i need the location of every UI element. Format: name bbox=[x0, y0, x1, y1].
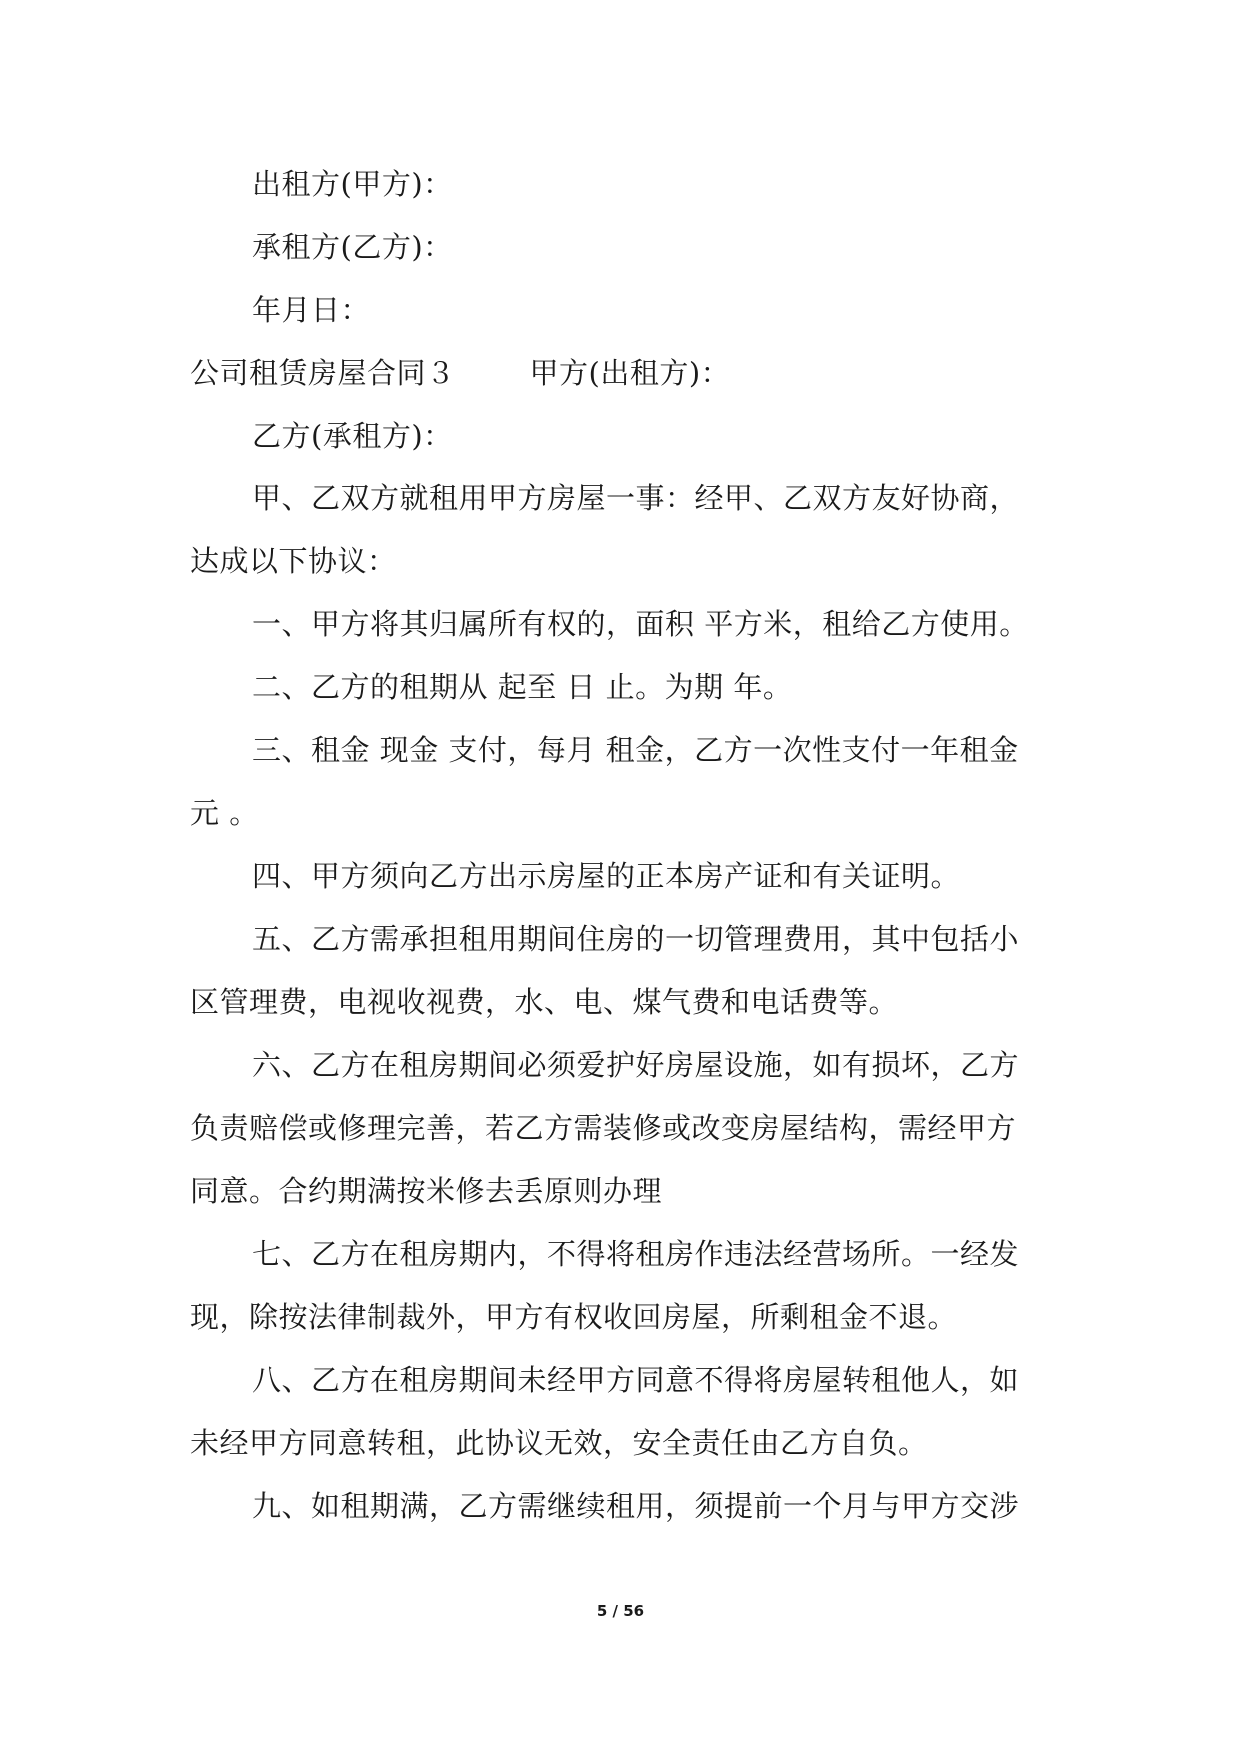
clause-1: 一、甲方将其归属所有权的，面积 平方米，租给乙方使用。 bbox=[252, 607, 1029, 641]
date-line: 年月日： bbox=[252, 293, 371, 327]
party-b-lessee-label: 乙方(承租方)： bbox=[252, 419, 453, 453]
clause-7-line-2: 现，除按法律制裁外，甲方有权收回房屋，所剩租金不退。 bbox=[190, 1300, 958, 1334]
contract-title: 公司租赁房屋合同３ bbox=[190, 356, 456, 390]
paragraph-intro-line-1: 甲、乙双方就租用甲方房屋一事：经甲、乙双方友好协商， bbox=[252, 481, 1020, 515]
clause-2: 二、乙方的租期从 起至 日 止。为期 年。 bbox=[252, 670, 793, 704]
paragraph-intro-line-2: 达成以下协议： bbox=[190, 544, 397, 578]
clause-6-line-2: 负责赔偿或修理完善，若乙方需装修或改变房屋结构，需经甲方 bbox=[190, 1111, 1017, 1145]
clause-9-line-1: 九、如租期满，乙方需继续租用，须提前一个月与甲方交涉 bbox=[252, 1489, 1020, 1523]
clause-3-line-2: 元 。 bbox=[190, 796, 259, 830]
party-a-lessor-label: 甲方(出租方)： bbox=[529, 356, 731, 390]
clause-8-line-1: 八、乙方在租房期间未经甲方同意不得将房屋转租他人，如 bbox=[252, 1363, 1020, 1397]
clause-6-line-3: 同意。合约期满按米修去丢原则办理 bbox=[190, 1174, 663, 1208]
clause-8-line-2: 未经甲方同意转租，此协议无效，安全责任由乙方自负。 bbox=[190, 1426, 928, 1460]
clause-4: 四、甲方须向乙方出示房屋的正本房产证和有关证明。 bbox=[252, 859, 961, 893]
lessor-party-a-line: 出租方(甲方)： bbox=[252, 167, 453, 201]
page-number: 5 / 56 bbox=[596, 1602, 645, 1620]
clause-5-line-1: 五、乙方需承担租用期间住房的一切管理费用，其中包括小 bbox=[252, 922, 1020, 956]
contract-title-line bbox=[190, 353, 730, 393]
clause-6-line-1: 六、乙方在租房期间必须爱护好房屋设施，如有损坏，乙方 bbox=[252, 1048, 1020, 1082]
clause-3-line-1: 三、租金 现金 支付，每月 租金，乙方一次性支付一年租金 bbox=[252, 733, 1019, 767]
clause-7-line-1: 七、乙方在租房期内，不得将租房作违法经营场所。一经发 bbox=[252, 1237, 1020, 1271]
lessee-party-b-line: 承租方(乙方)： bbox=[252, 230, 453, 264]
clause-5-line-2: 区管理费，电视收视费，水、电、煤气费和电话费等。 bbox=[190, 985, 899, 1019]
